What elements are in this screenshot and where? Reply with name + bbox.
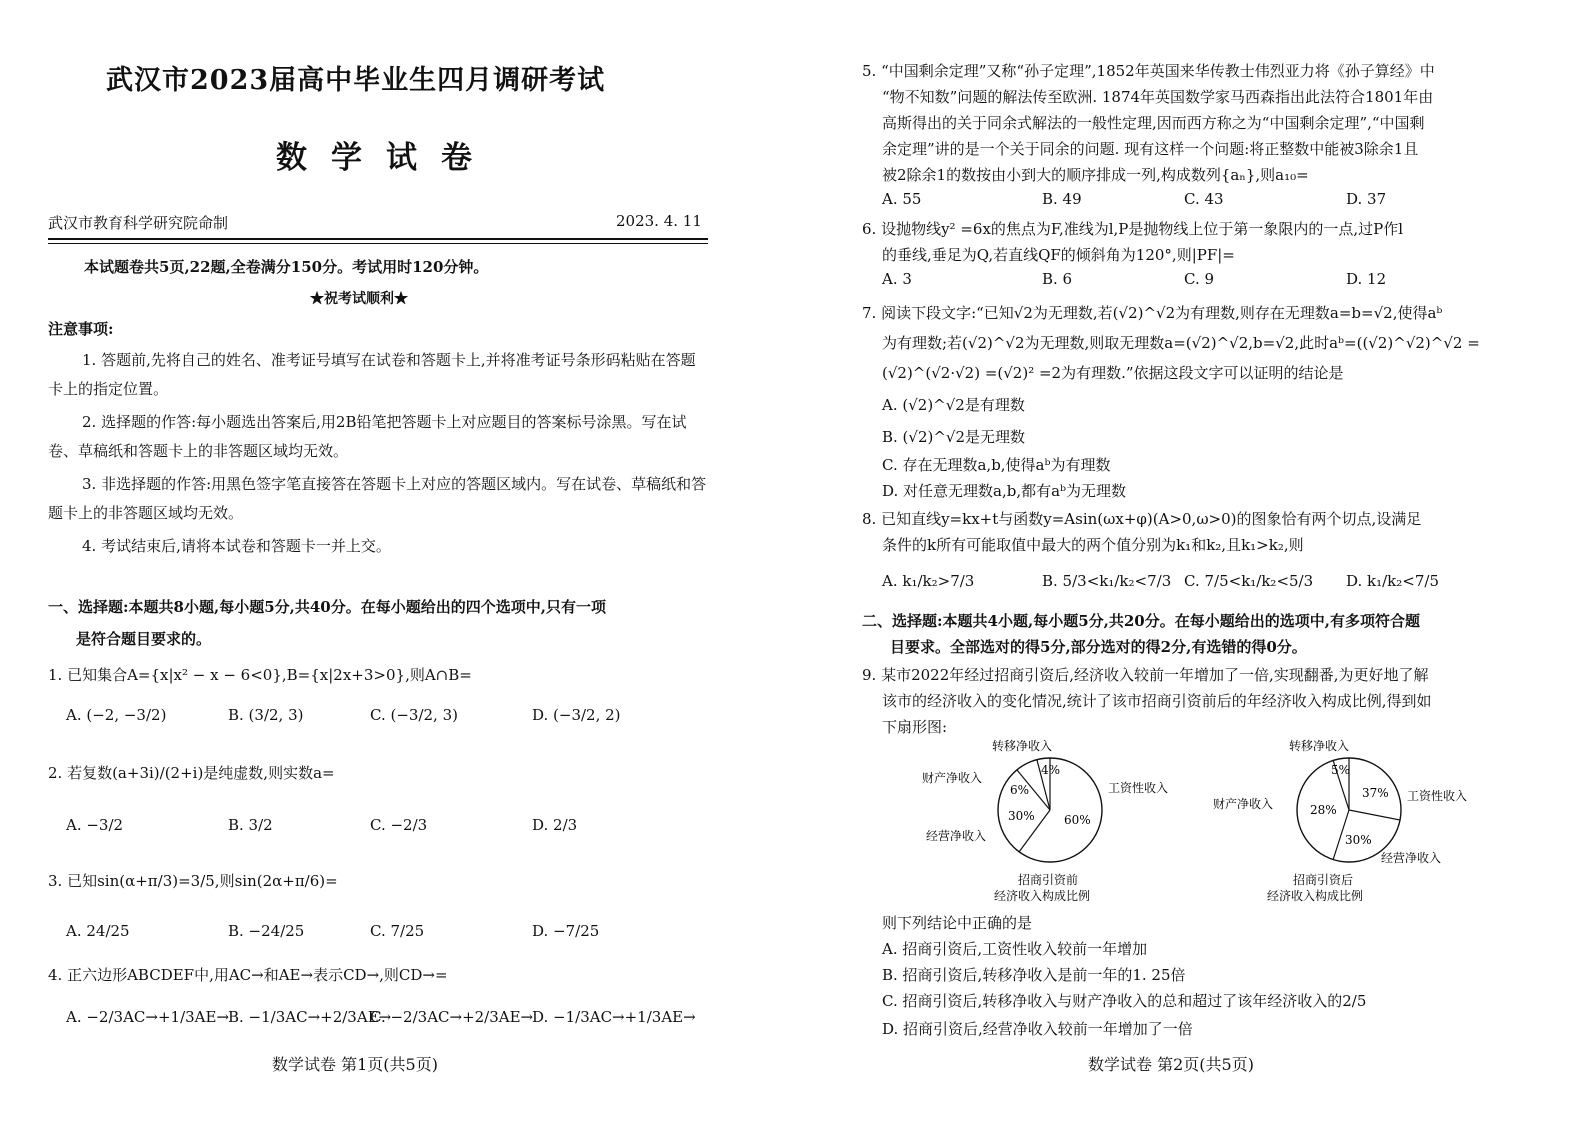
page-1 <box>48 0 708 1123</box>
page-2 <box>862 0 1530 1123</box>
section2-heading-cont: 目要求。全部选对的得5分,部分选对的得2分,有选错的得0分。 <box>890 638 1307 656</box>
q9-line-1: 9. 某市2022年经过招商引资后,经济收入较前一年增加了一倍,实现翻番,为更好地了解 <box>862 666 1429 684</box>
header-rule <box>48 238 708 240</box>
page2-footer: 数学试卷 第2页(共5页) <box>1088 1055 1254 1074</box>
q7-line-2: 为有理数;若(√2)^√2为无理数,则取无理数a=(√2)^√2,b=√2,此时aᵇ=((√2)^√2)^√2 = <box>882 334 1480 352</box>
pie-before-caption-1: 招商引资前 <box>1018 873 1079 887</box>
q8-line-1: 8. 已知直线y=kx+t与函数y=Asin(ωx+φ)(A>0,ω>0)的图象恰有两个切点,设满足 <box>862 510 1422 528</box>
q8-option-d: D. k₁/k₂<7/5 <box>1346 572 1439 590</box>
q9-line-2: 该市的经济收入的变化情况,统计了该市招商引资前后的年经济收入构成比例,得到如 <box>882 692 1432 710</box>
section2-heading: 二、选择题:本题共4小题,每小题5分,共20分。在每小题给出的选项中,有多项符合题 <box>862 612 1420 630</box>
pie-before-label-business: 经营净收入 <box>926 829 987 843</box>
pie-after-label-business: 经营净收入 <box>1381 851 1442 865</box>
q8-line-2: 条件的k所有可能取值中最大的两个值分别为k₁和k₂,且k₁>k₂,则 <box>882 536 1304 554</box>
pie-before-value-property: 6% <box>1010 783 1030 797</box>
q4-option-b: B. −1/3AC→+2/3AE→ <box>228 1008 392 1026</box>
q6-line-2: 的垂线,垂足为Q,若直线QF的倾斜角为120°,则|PF|= <box>882 246 1235 264</box>
pie-after-value-property: 28% <box>1310 803 1337 817</box>
pie-before-value-transfer: 4% <box>1041 763 1061 777</box>
q3-option-b: B. −24/25 <box>228 922 305 940</box>
q6-option-c: C. 9 <box>1184 270 1215 288</box>
q7-option-b: B. (√2)^√2是无理数 <box>882 428 1026 446</box>
pie-chart-after <box>1207 732 1527 908</box>
q5-line-2: “物不知数”问题的解法传至欧洲. 1874年英国数学家马西森指出此法符合1801年由 <box>882 88 1434 106</box>
pie-after-label-property: 财产净收入 <box>1213 797 1274 811</box>
pie-after-caption-1: 招商引资后 <box>1293 873 1354 887</box>
pie-before-value-business: 30% <box>1008 809 1035 823</box>
q4-stem: 4. 正六边形ABCDEF中,用AC→和AE→表示CD→,则CD→= <box>48 966 448 984</box>
q9-line-3: 下扇形图: <box>882 718 948 736</box>
wish: ★祝考试顺利★ <box>310 291 408 307</box>
q2-stem: 2. 若复数(a+3i)/(2+i)是纯虚数,则实数a= <box>48 764 335 782</box>
pie-after-value-business: 30% <box>1345 833 1372 847</box>
pie-after-label-transfer: 转移净收入 <box>1289 739 1350 753</box>
pie-after-value-transfer: 5% <box>1331 763 1351 777</box>
q6-option-a: A. 3 <box>882 270 912 288</box>
pie-after-caption-2: 经济收入构成比例 <box>1267 889 1364 903</box>
q4-option-c: C. −2/3AC→+2/3AE→ <box>370 1008 534 1026</box>
pie-after-divider <box>1349 810 1400 820</box>
q6-option-d: D. 12 <box>1346 270 1387 288</box>
publisher: 武汉市教育科学研究院命制 <box>48 214 229 232</box>
q2-option-a: A. −3/2 <box>66 816 124 834</box>
q5-line-5: 被2除余1的数按由小到大的顺序排成一列,构成数列{aₙ},则a₁₀= <box>882 166 1309 184</box>
q7-line-3: (√2)^(√2·√2) =(√2)² =2为有理数.”依据这段文字可以证明的结论是 <box>882 364 1344 382</box>
q9-option-b: B. 招商引资后,转移净收入是前一年的1. 25倍 <box>882 966 1186 984</box>
q1-stem: 1. 已知集合A={x|x² − x − 6<0},B={x|2x+3>0},则A∩B= <box>48 666 472 684</box>
q6-line-1: 6. 设抛物线y² =6x的焦点为F,准线为l,P是抛物线上位于第一象限内的一点,过P作l <box>862 220 1404 238</box>
q3-option-d: D. −7/25 <box>532 922 600 940</box>
q9-option-a: A. 招商引资后,工资性收入较前一年增加 <box>882 940 1148 958</box>
q2-option-d: D. 2/3 <box>532 816 578 834</box>
notes-heading: 注意事项: <box>48 320 114 338</box>
q7-option-a: A. (√2)^√2是有理数 <box>882 396 1025 414</box>
pie-before-caption-2: 经济收入构成比例 <box>994 889 1091 903</box>
pie-after-label-wage: 工资性收入 <box>1407 789 1468 803</box>
q1-option-d: D. (−3/2, 2) <box>532 706 621 724</box>
q2-option-b: B. 3/2 <box>228 816 273 834</box>
q9-option-c: C. 招商引资后,转移净收入与财产净收入的总和超过了该年经济收入的2/5 <box>882 992 1367 1010</box>
pie-before-label-wage: 工资性收入 <box>1108 781 1169 795</box>
q9-option-d: D. 招商引资后,经营净收入较前一年增加了一倍 <box>882 1020 1193 1038</box>
q5-line-1: 5. “中国剩余定理”又称“孙子定理”,1852年英国来华传教士伟烈亚力将《孙子算经》中 <box>862 62 1435 80</box>
q1-option-c: C. (−3/2, 3) <box>370 706 458 724</box>
section1-heading: 一、选择题:本题共8小题,每小题5分,共40分。在每小题给出的四个选项中,只有一项 <box>48 598 606 616</box>
q6-option-b: B. 6 <box>1042 270 1073 288</box>
q1-option-a: A. (−2, −3/2) <box>66 706 167 724</box>
q7-option-c: C. 存在无理数a,b,使得aᵇ为有理数 <box>882 456 1111 474</box>
pie-before-label-property: 财产净收入 <box>922 771 983 785</box>
header-rule-thin <box>48 243 708 244</box>
exam-title: 武汉市2023届高中毕业生四月调研考试 <box>106 65 606 96</box>
q9-question: 则下列结论中正确的是 <box>882 914 1033 932</box>
pie-after-value-wage: 37% <box>1362 786 1389 800</box>
q7-option-d: D. 对任意无理数a,b,都有aᵇ为无理数 <box>882 482 1127 500</box>
pie-before-label-transfer: 转移净收入 <box>992 739 1053 753</box>
exam-date: 2023. 4. 11 <box>616 212 702 230</box>
note-4: 4. 考试结束后,请将本试卷和答题卡一并上交。 <box>82 537 391 555</box>
q5-option-d: D. 37 <box>1346 190 1387 208</box>
q3-stem: 3. 已知sin(α+π/3)=3/5,则sin(2α+π/6)= <box>48 872 338 890</box>
page1-footer: 数学试卷 第1页(共5页) <box>272 1055 438 1074</box>
q5-option-a: A. 55 <box>882 190 922 208</box>
q7-line-1: 7. 阅读下段文字:“已知√2为无理数,若(√2)^√2为有理数,则存在无理数a=b=√2,使得aᵇ <box>862 304 1443 322</box>
q3-option-c: C. 7/25 <box>370 922 425 940</box>
note-1: 1. 答题前,先将自己的姓名、准考证号填写在试卷和答题卡上,并将准考证号条形码粘贴在答题卡上的指定位置。 <box>48 351 696 398</box>
note-2: 2. 选择题的作答:每小题选出答案后,用2B铅笔把答题卡上对应题目的答案标号涂黑。写在试卷、草稿纸和答题卡上的非答题区域均无效。 <box>48 413 687 460</box>
q4-option-d: D. −1/3AC→+1/3AE→ <box>532 1008 696 1026</box>
section1-heading-cont: 是符合题目要求的。 <box>76 630 212 648</box>
q3-option-a: A. 24/25 <box>66 922 130 940</box>
q5-line-4: 余定理”讲的是一个关于同余的问题. 现有这样一个问题:将正整数中能被3除余1且 <box>882 140 1419 158</box>
q5-line-3: 高斯得出的关于同余式解法的一般性定理,因而西方称之为“中国剩余定理”,“中国剩 <box>882 114 1425 132</box>
q4-option-a: A. −2/3AC→+1/3AE→ <box>66 1008 230 1026</box>
q1-option-b: B. (3/2, 3) <box>228 706 304 724</box>
pie-before-value-wage: 60% <box>1064 813 1091 827</box>
q5-option-c: C. 43 <box>1184 190 1224 208</box>
intro: 本试题卷共5页,22题,全卷满分150分。考试用时120分钟。 <box>84 258 489 276</box>
note-3: 3. 非选择题的作答:用黑色签字笔直接答在答题卡上对应的答题区域内。写在试卷、草稿纸和答题卡上的非答题区域均无效。 <box>48 475 707 522</box>
q8-option-a: A. k₁/k₂>7/3 <box>882 572 975 590</box>
q5-option-b: B. 49 <box>1042 190 1082 208</box>
exam-subtitle: 数学试卷 <box>276 140 496 176</box>
pie-chart-before <box>912 732 1242 908</box>
q8-option-b: B. 5/3<k₁/k₂<7/3 <box>1042 572 1172 590</box>
q2-option-c: C. −2/3 <box>370 816 428 834</box>
q8-option-c: C. 7/5<k₁/k₂<5/3 <box>1184 572 1314 590</box>
